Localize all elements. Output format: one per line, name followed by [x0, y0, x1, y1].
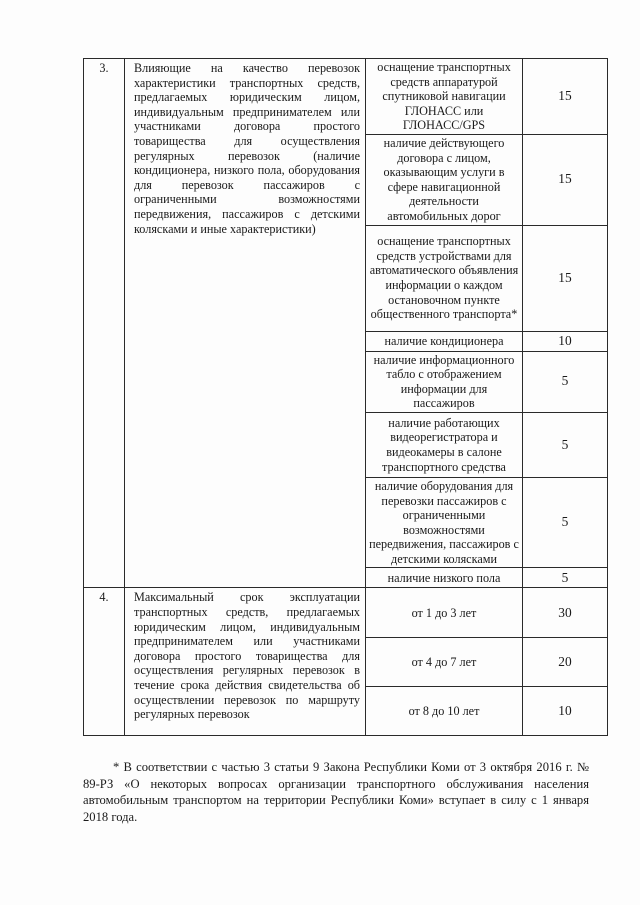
- indicator-cell: от 8 до 10 лет: [366, 687, 523, 736]
- score-cell: 20: [523, 638, 608, 687]
- criterion-text: Влияющие на качество перевозок характеристики транспортных средств, предлагаемых юридическим лицом, индивидуальным предпринимателем или участниками договора простого товарищества для осуществления регулярных перевозок (наличие кондиционера, низкого пола, оборудования для перевозок пассажиров с ограниченными возможностями передвижения, пассажиров с детскими колясками и иные характеристики): [125, 59, 366, 588]
- indicator-cell: наличие оборудования для перевозки пассажиров с ограниченными возможностями передвижения, пассажиров с детскими колясками: [366, 477, 523, 568]
- table-row: [84, 588, 608, 638]
- table-row: [84, 59, 608, 135]
- footnote: * В соответствии с частью 3 статьи 9 Закона Республики Коми от 3 октября 2016 г. № 89-РЗ «О некоторых вопросах организации транспортного обслуживания населения автомобильным транспортом на территории Республики Коми» вступает в силу с 1 января 2018 года.: [83, 760, 589, 824]
- criterion-text: Максимальный срок эксплуатации транспортных средств, предлагаемых юридическим лицом, индивидуальным предпринимателем или участниками договора простого товарищества для осуществления регулярных перевозок в течение срока действия свидетельства об осуществлении перевозок по маршруту регулярных перевозок: [125, 588, 366, 736]
- score-cell: 10: [523, 331, 608, 351]
- score-cell: 5: [523, 568, 608, 588]
- score-cell: 5: [523, 351, 608, 412]
- indicator-cell: оснащение транспортных средств устройствами для автоматического объявления информации о каждом остановочном пункте общественного транспорта*: [366, 225, 523, 331]
- score-cell: 15: [523, 134, 608, 225]
- indicator-cell: оснащение транспортных средств аппаратурой спутниковой навигации ГЛОНАСС или ГЛОНАСС/GPS: [366, 59, 523, 135]
- score-cell: 5: [523, 477, 608, 568]
- row-number: 4.: [84, 588, 125, 736]
- score-cell: 5: [523, 412, 608, 477]
- criteria-table: [83, 58, 608, 736]
- score-cell: 15: [523, 59, 608, 135]
- indicator-cell: наличие работающих видеорегистратора и видеокамеры в салоне транспортного средства: [366, 412, 523, 477]
- indicator-cell: наличие низкого пола: [366, 568, 523, 588]
- row-number: 3.: [84, 59, 125, 588]
- indicator-cell: наличие действующего договора с лицом, оказывающим услуги в сфере навигационной деятельности автомобильных дорог: [366, 134, 523, 225]
- score-cell: 10: [523, 687, 608, 736]
- score-cell: 15: [523, 225, 608, 331]
- indicator-cell: от 4 до 7 лет: [366, 638, 523, 687]
- indicator-cell: наличие информационного табло с отображением информации для пассажиров: [366, 351, 523, 412]
- indicator-cell: от 1 до 3 лет: [366, 588, 523, 638]
- indicator-cell: наличие кондиционера: [366, 331, 523, 351]
- score-cell: 30: [523, 588, 608, 638]
